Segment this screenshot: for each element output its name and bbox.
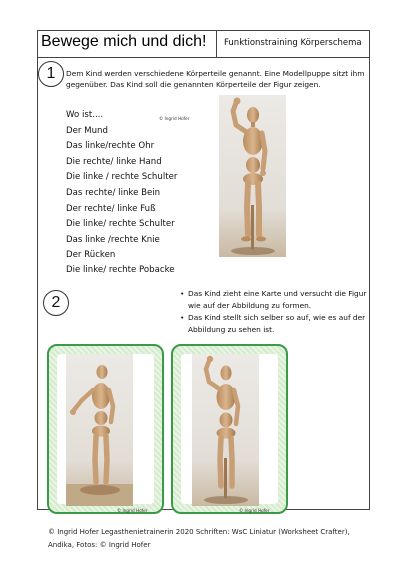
card-photo-2 — [192, 354, 259, 506]
list-item: Der Mund — [66, 125, 108, 136]
pose-card-2 — [171, 344, 288, 514]
footer-line: Andika, Fotos: © Ingrid Hofer — [48, 541, 151, 549]
card-credit: © Ingrid Hofer — [117, 508, 148, 513]
wooden-mannequin-figure — [219, 95, 286, 257]
section1-intro: Dem Kind werden verschiedene Körperteile genannt. Eine Modellpuppe sitzt ihm gegenüber. Das Kind soll die genannten Körperteile der Figur zeigen. — [66, 69, 365, 89]
list-item: Die linke / rechte Schulter — [66, 172, 178, 183]
card-credit: © Ingrid Hofer — [239, 508, 270, 513]
list-item: Das linke /rechte Knie — [66, 234, 160, 245]
list-item: Der rechte/ linke Fuß — [66, 203, 156, 214]
list-question: Wo ist.... — [66, 110, 104, 120]
list-item: Die rechte/ linke Hand — [66, 156, 162, 167]
list-item-last: Die linke/ rechte Pobacke — [66, 265, 175, 275]
pose-card-1 — [47, 344, 164, 514]
mannequin-photo — [219, 95, 286, 257]
step-number-1: 1 — [38, 61, 64, 87]
footer-credits — [48, 526, 368, 552]
wooden-mannequin-figure — [66, 354, 133, 506]
list-item: Die linke/ rechte Schulter — [66, 219, 175, 230]
body-part-list — [66, 108, 177, 264]
section2-instructions — [180, 288, 370, 336]
card-photo-1 — [66, 354, 133, 506]
photo-credit: © Ingrid Hofer — [159, 116, 190, 121]
footer-line: © Ingrid Hofer Legasthenietrainerin 2020 Schriften: WsC Liniatur (Worksheet Crafter), — [48, 528, 350, 536]
wooden-mannequin-figure — [192, 354, 259, 506]
instruction-bullet: • Das Kind stellt sich selber so auf, wie es auf der Abbildung zu sehen ist. — [180, 312, 370, 335]
page-title: Bewege mich und dich! — [41, 33, 207, 50]
list-item: Der Rücken — [66, 250, 116, 261]
list-item: Das linke/rechte Ohr — [66, 141, 155, 152]
list-item: Das rechte/ linke Bein — [66, 187, 161, 198]
instruction-bullet: • Das Kind zieht eine Karte und versucht die Figur wie auf der Abbildung zu formen. — [180, 288, 370, 311]
step-number-2: 2 — [43, 290, 69, 316]
page-subtitle: Funktionstraining Körperschema — [224, 38, 362, 48]
